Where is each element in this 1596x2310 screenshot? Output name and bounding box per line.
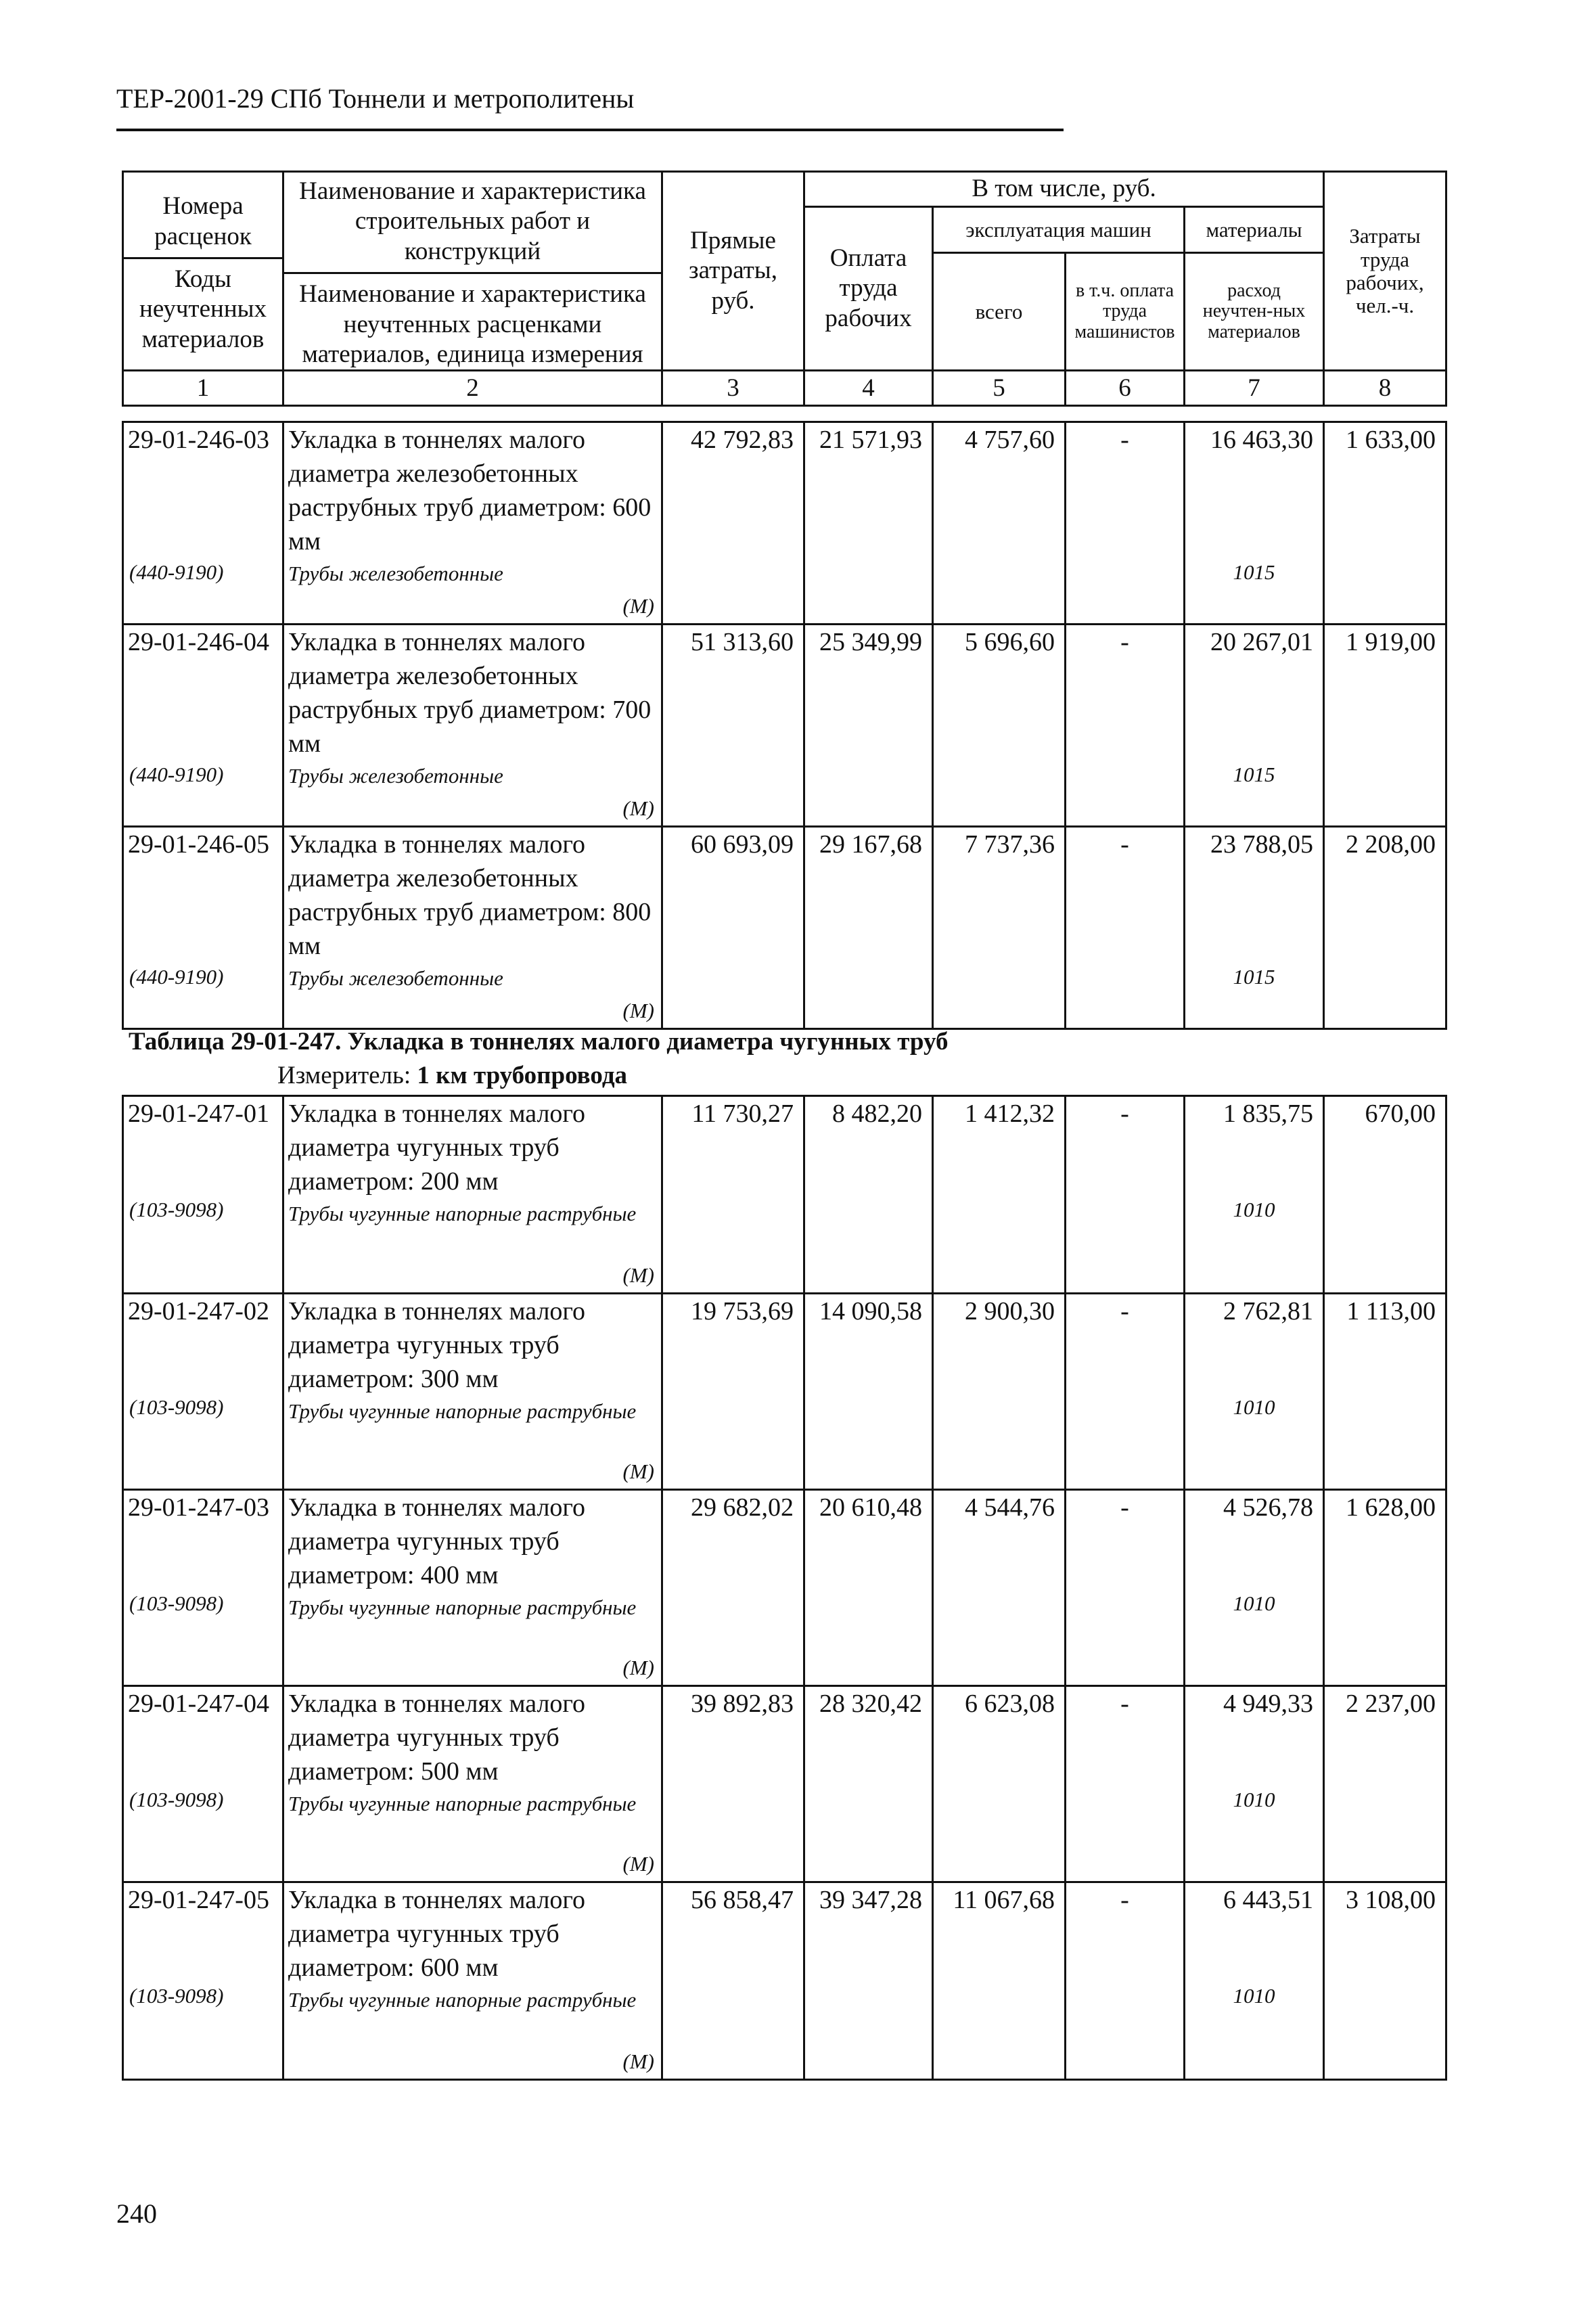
col-number: 2	[283, 371, 662, 406]
col-machines-header: эксплуатация машин	[933, 207, 1185, 253]
material-code: (440-9190)	[129, 965, 224, 989]
work-description: Укладка в тоннелях малого диаметра железобетонных раструбных труб диаметром: 700 мм	[288, 628, 652, 758]
machines-total: 2 900,30	[933, 1294, 1066, 1490]
col-direct-cost-header: Прямые затраты, руб.	[662, 172, 804, 371]
work-description: Укладка в тоннелях малого диаметра чугунных труб диаметром: 400 мм	[288, 1493, 586, 1589]
labor-pay: 21 571,93	[804, 422, 933, 625]
direct-cost: 11 730,27	[662, 1096, 804, 1294]
machinist-pay: -	[1066, 1096, 1185, 1294]
col-code-header: Номера расценок Коды неучтенных материалов	[123, 172, 283, 371]
labor-hours: 1 633,00	[1324, 422, 1446, 625]
direct-cost: 56 858,47	[662, 1882, 804, 2080]
col-number: 7	[1185, 371, 1324, 406]
col-materials-header: расход неучтен-ных материалов	[1185, 253, 1324, 371]
col-machinist-pay-header: в т.ч. оплата труда машинистов	[1066, 253, 1185, 371]
col-labor-pay-header: Оплата труда рабочих	[804, 207, 933, 371]
material-name: Трубы чугунные напорные раструбные	[288, 1595, 637, 1619]
material-quantity: 1015	[1233, 965, 1275, 989]
work-description: Укладка в тоннелях малого диаметра железобетонных раструбных труб диаметром: 600 мм	[288, 426, 652, 556]
materials-cost: 16 463,30	[1210, 426, 1313, 454]
col-number: 8	[1324, 371, 1446, 406]
materials-cost: 20 267,01	[1210, 628, 1313, 656]
col-labor-hours-header: Затраты труда рабочих, чел.-ч.	[1324, 172, 1446, 371]
work-description: Укладка в тоннелях малого диаметра чугунных труб диаметром: 300 мм	[288, 1297, 586, 1393]
header-divider	[116, 129, 1064, 131]
table-row	[123, 827, 1446, 1029]
material-code: (103-9098)	[129, 1984, 224, 2008]
machines-total: 7 737,36	[933, 827, 1066, 1029]
col-name-header: Наименование и характеристика строительных работ и конструкций Наименование и характеристика неучтенных расценками материалов, единица измерения	[283, 172, 662, 371]
labor-pay: 29 167,68	[804, 827, 933, 1029]
machines-total: 1 412,32	[933, 1096, 1066, 1294]
machinist-pay: -	[1066, 1686, 1185, 1882]
material-quantity: 1010	[1233, 1788, 1275, 1811]
material-unit: (М)	[622, 1852, 654, 1876]
table-row	[123, 1490, 1446, 1686]
rate-code: 29-01-247-01	[128, 1100, 269, 1128]
table-row	[123, 1882, 1446, 2080]
material-unit: (М)	[622, 1263, 654, 1287]
material-quantity: 1015	[1233, 763, 1275, 786]
materials-cost: 4 526,78	[1223, 1493, 1313, 1522]
labor-pay: 14 090,58	[804, 1294, 933, 1490]
material-unit: (М)	[622, 594, 654, 618]
labor-pay: 28 320,42	[804, 1686, 933, 1882]
col-number: 6	[1066, 371, 1185, 406]
col-materials-group-header: материалы	[1185, 207, 1324, 253]
page-number: 240	[116, 2198, 157, 2229]
direct-cost: 42 792,83	[662, 422, 804, 625]
work-description: Укладка в тоннелях малого диаметра чугунных труб диаметром: 500 мм	[288, 1690, 586, 1786]
machinist-pay: -	[1066, 1294, 1185, 1490]
machinist-pay: -	[1066, 1882, 1185, 2080]
labor-hours: 670,00	[1324, 1096, 1446, 1294]
direct-cost: 29 682,02	[662, 1490, 804, 1686]
meter-value: 1 км трубопровода	[417, 1062, 628, 1089]
material-unit: (М)	[622, 796, 654, 820]
direct-cost: 51 313,60	[662, 625, 804, 827]
rates-table-247	[122, 1095, 1447, 2081]
labor-hours: 2 208,00	[1324, 827, 1446, 1029]
material-quantity: 1010	[1233, 1984, 1275, 2008]
labor-hours: 1 628,00	[1324, 1490, 1446, 1686]
material-unit: (М)	[622, 1459, 654, 1483]
table-row	[123, 422, 1446, 625]
rate-code: 29-01-246-03	[128, 426, 269, 454]
material-code: (103-9098)	[129, 1591, 224, 1615]
material-quantity: 1010	[1233, 1198, 1275, 1221]
material-code: (440-9190)	[129, 560, 224, 584]
col-group-header: В том числе, руб.	[804, 172, 1324, 207]
col-number: 1	[123, 371, 283, 406]
meter-label: Измеритель:	[277, 1062, 411, 1089]
materials-cost: 1 835,75	[1223, 1100, 1313, 1128]
rate-code: 29-01-247-04	[128, 1690, 269, 1718]
rate-code: 29-01-246-04	[128, 628, 269, 656]
labor-hours: 3 108,00	[1324, 1882, 1446, 2080]
work-description: Укладка в тоннелях малого диаметра чугунных труб диаметром: 600 мм	[288, 1886, 586, 1982]
material-code: (103-9098)	[129, 1395, 224, 1419]
table-row	[123, 625, 1446, 827]
labor-pay: 39 347,28	[804, 1882, 933, 2080]
page-header-title: ТЕР-2001-29 СПб Тоннели и метрополитены	[116, 83, 635, 114]
machines-total: 4 544,76	[933, 1490, 1066, 1686]
table-row	[123, 1686, 1446, 1882]
table-row	[123, 1096, 1446, 1294]
material-name: Трубы чугунные напорные раструбные	[288, 1202, 637, 1225]
machinist-pay: -	[1066, 1490, 1185, 1686]
material-name: Трубы железобетонные	[288, 562, 503, 585]
materials-cost: 4 949,33	[1223, 1690, 1313, 1718]
table-row	[123, 1294, 1446, 1490]
material-unit: (М)	[622, 1656, 654, 1679]
material-quantity: 1010	[1233, 1395, 1275, 1419]
col-number: 5	[933, 371, 1066, 406]
material-code: (103-9098)	[129, 1788, 224, 1811]
table-meter	[277, 1061, 627, 1090]
labor-pay: 8 482,20	[804, 1096, 933, 1294]
material-name: Трубы чугунные напорные раструбные	[288, 1988, 637, 2012]
machinist-pay: -	[1066, 422, 1185, 625]
labor-pay: 20 610,48	[804, 1490, 933, 1686]
machinist-pay: -	[1066, 625, 1185, 827]
direct-cost: 39 892,83	[662, 1686, 804, 1882]
material-code: (103-9098)	[129, 1198, 224, 1221]
direct-cost: 60 693,09	[662, 827, 804, 1029]
material-name: Трубы чугунные напорные раструбные	[288, 1792, 637, 1815]
table-caption: Таблица 29-01-247. Укладка в тоннелях малого диаметра чугунных труб	[129, 1028, 949, 1056]
material-code: (440-9190)	[129, 763, 224, 786]
material-name: Трубы железобетонные	[288, 764, 503, 788]
work-description: Укладка в тоннелях малого диаметра чугунных труб диаметром: 200 мм	[288, 1100, 586, 1196]
material-quantity: 1015	[1233, 560, 1275, 584]
labor-hours: 1 919,00	[1324, 625, 1446, 827]
machines-total: 6 623,08	[933, 1686, 1066, 1882]
col-number: 4	[804, 371, 933, 406]
machines-total: 5 696,60	[933, 625, 1066, 827]
rate-code: 29-01-247-03	[128, 1493, 269, 1522]
labor-pay: 25 349,99	[804, 625, 933, 827]
material-quantity: 1010	[1233, 1591, 1275, 1615]
rate-code: 29-01-247-02	[128, 1297, 269, 1326]
machines-total: 4 757,60	[933, 422, 1066, 625]
rate-code: 29-01-247-05	[128, 1886, 269, 1914]
col-number: 3	[662, 371, 804, 406]
work-description: Укладка в тоннелях малого диаметра железобетонных раструбных труб диаметром: 800 мм	[288, 830, 652, 960]
materials-cost: 23 788,05	[1210, 830, 1313, 859]
machinist-pay: -	[1066, 827, 1185, 1029]
col-machines-total-header: всего	[933, 253, 1066, 371]
rates-table-246	[122, 421, 1447, 1030]
material-name: Трубы железобетонные	[288, 966, 503, 990]
materials-cost: 6 443,51	[1223, 1886, 1313, 1914]
material-unit: (М)	[622, 2049, 654, 2073]
rate-code: 29-01-246-05	[128, 830, 269, 859]
material-name: Трубы чугунные напорные раструбные	[288, 1399, 637, 1423]
column-header-table	[122, 171, 1447, 407]
material-unit: (М)	[622, 999, 654, 1022]
materials-cost: 2 762,81	[1223, 1297, 1313, 1326]
labor-hours: 2 237,00	[1324, 1686, 1446, 1882]
direct-cost: 19 753,69	[662, 1294, 804, 1490]
labor-hours: 1 113,00	[1324, 1294, 1446, 1490]
machines-total: 11 067,68	[933, 1882, 1066, 2080]
